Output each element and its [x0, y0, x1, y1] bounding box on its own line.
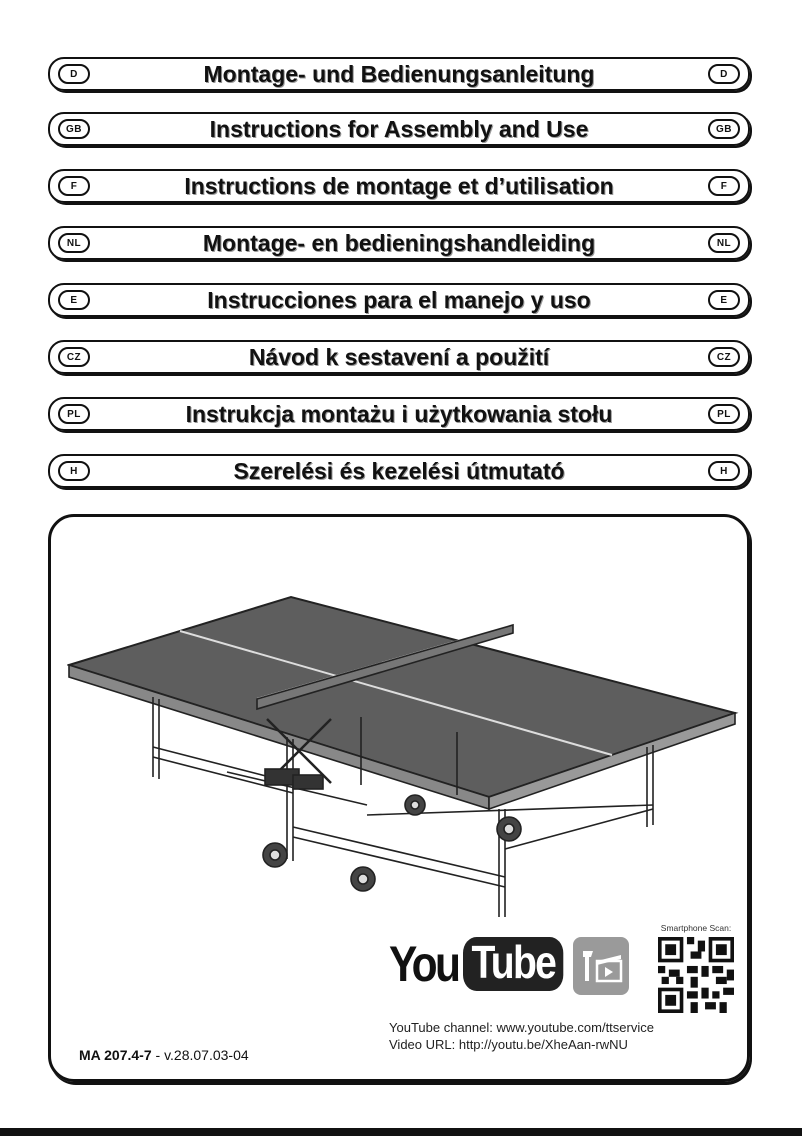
manual-number: [79, 1047, 249, 1063]
lang-title: Montage- en bedieningshandleiding: [202, 229, 596, 256]
lang-title: Instrukcja montażu i użytkowania stołu: [185, 400, 613, 427]
video-tool-icon: [573, 937, 629, 995]
lang-badge-right: D: [708, 64, 740, 84]
lang-row-h: [48, 454, 750, 488]
lang-title: Instrucciones para el manejo y uso: [207, 286, 591, 313]
bottom-border: [0, 1128, 802, 1136]
manual-version: - v.28.07.03-04: [151, 1047, 249, 1063]
youtube-info: [389, 1019, 654, 1053]
youtube-channel-line: YouTube channel: www.youtube.com/ttservice: [389, 1020, 654, 1035]
lang-badge-right: GB: [708, 119, 740, 139]
lang-badge-left: H: [58, 461, 90, 481]
lang-badge-left: NL: [58, 233, 90, 253]
qr-scan-label: Smartphone Scan:: [660, 923, 732, 933]
lang-badge-left: GB: [58, 119, 90, 139]
lang-badge-right: CZ: [708, 347, 740, 367]
lang-badge-right: NL: [708, 233, 740, 253]
lang-badge-right: PL: [708, 404, 740, 424]
lang-title: Instructions de montage et d’utilisation: [184, 172, 614, 199]
manual-number-code: MA 207.4-7: [79, 1047, 152, 1063]
lang-row-pl: [48, 397, 750, 431]
youtube-logo-you: You: [389, 936, 459, 992]
lang-title: Szerelési és kezelési útmutató: [233, 457, 565, 484]
lang-badge-left: D: [58, 64, 90, 84]
lang-title: Instructions for Assembly and Use: [209, 115, 589, 142]
youtube-logo: [389, 937, 581, 991]
lang-row-nl: [48, 226, 750, 260]
youtube-video-url-line: Video URL: http://youtu.be/XheAan-rwNU: [389, 1037, 628, 1052]
table-tennis-table-illustration: [67, 587, 747, 917]
lang-badge-right: E: [708, 290, 740, 310]
lang-badge-right: F: [708, 176, 740, 196]
lang-badge-left: CZ: [58, 347, 90, 367]
cover-illustration-box: [48, 514, 750, 1082]
qr-code-area: [651, 923, 741, 1013]
lang-row-f: [48, 169, 750, 203]
lang-title: Montage- und Bedienungsanleitung: [203, 60, 595, 87]
lang-row-gb: [48, 112, 750, 146]
lang-badge-right: H: [708, 461, 740, 481]
lang-row-cz: [48, 340, 750, 374]
qr-code: [658, 937, 734, 1013]
lang-badge-left: F: [58, 176, 90, 196]
youtube-logo-tube: Tube: [463, 937, 564, 991]
lang-row-e: [48, 283, 750, 317]
lang-badge-left: E: [58, 290, 90, 310]
lang-title: Návod k sestavení a použití: [248, 343, 550, 370]
lang-row-d: [48, 57, 750, 91]
lang-badge-left: PL: [58, 404, 90, 424]
